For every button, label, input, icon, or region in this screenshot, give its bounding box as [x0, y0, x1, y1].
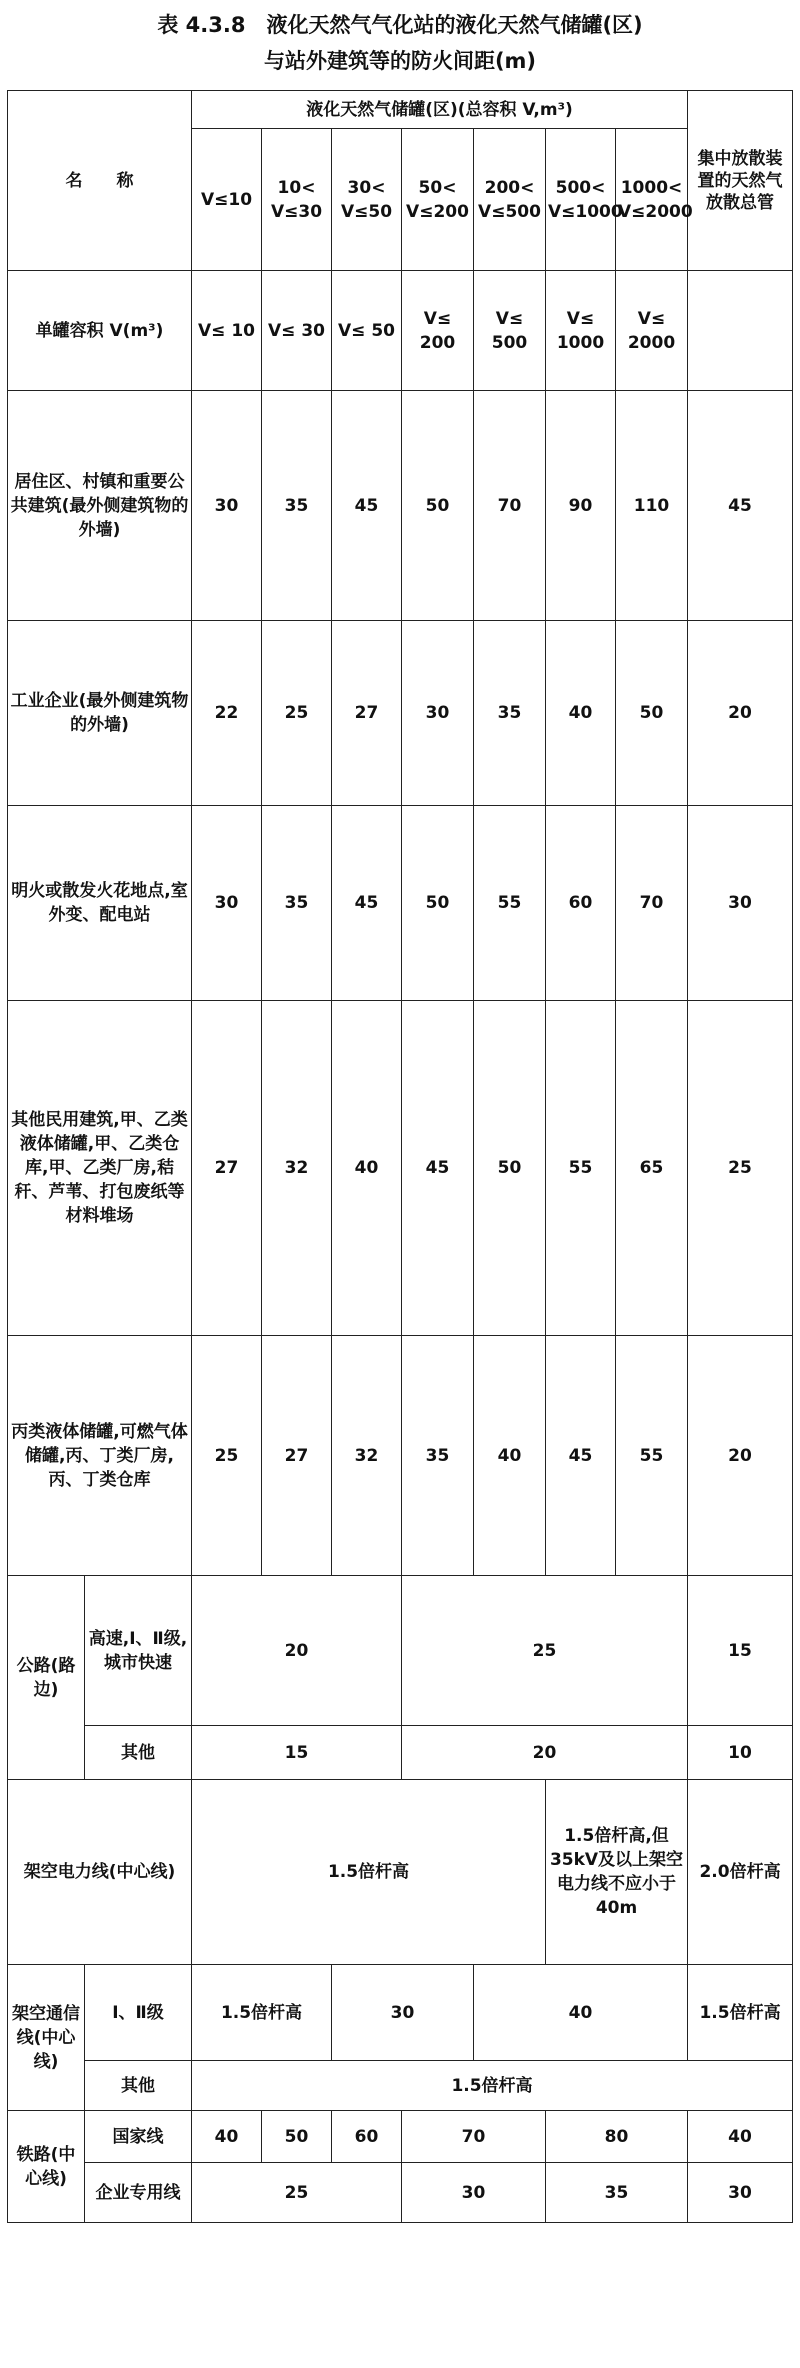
table-cell: 30	[402, 621, 474, 806]
table-title-line1: 表 4.3.8 液化天然气气化站的液化天然气储罐(区)	[157, 13, 643, 37]
single-tank-value: V≤ 2000	[616, 271, 688, 391]
single-tank-value: V≤ 30	[262, 271, 332, 391]
table-cell: 30	[688, 2163, 793, 2223]
highway-sub1: 高速,Ⅰ、Ⅱ级,城市快速	[85, 1576, 192, 1726]
railway-sub1: 国家线	[85, 2111, 192, 2163]
railway-label: 铁路(中心线)	[8, 2111, 85, 2223]
header-tank-group: 液化天然气储罐(区)(总容积 V,m³)	[192, 91, 688, 129]
single-tank-value: V≤ 10	[192, 271, 262, 391]
single-tank-value-empty	[688, 271, 793, 391]
table-cell: 22	[192, 621, 262, 806]
telecom-sub1: Ⅰ、Ⅱ级	[85, 1965, 192, 2061]
table-cell: 25	[192, 1336, 262, 1576]
table-cell: 25	[402, 1576, 688, 1726]
table-cell: 1.5倍杆高	[192, 1780, 546, 1965]
table-cell: 55	[474, 806, 546, 1001]
table-cell: 90	[546, 391, 616, 621]
header-range: 1000< V≤2000	[616, 129, 688, 271]
table-cell: 40	[688, 2111, 793, 2163]
table-cell: 45	[402, 1001, 474, 1336]
header-range: 50< V≤200	[402, 129, 474, 271]
row-label: 居住区、村镇和重要公共建筑(最外侧建筑物的外墙)	[8, 391, 192, 621]
table-cell: 35	[402, 1336, 474, 1576]
table-cell: 2.0倍杆高	[688, 1780, 793, 1965]
table-cell: 10	[688, 1726, 793, 1780]
telecom-sub2: 其他	[85, 2061, 192, 2111]
single-tank-value: V≤ 50	[332, 271, 402, 391]
table-cell: 30	[192, 391, 262, 621]
highway-sub2: 其他	[85, 1726, 192, 1780]
header-vent: 集中放散装置的天然气放散总管	[688, 91, 793, 271]
table-cell: 27	[262, 1336, 332, 1576]
table-cell: 60	[546, 806, 616, 1001]
table-cell: 35	[262, 391, 332, 621]
header-name: 名 称	[8, 91, 192, 271]
table-cell: 25	[192, 2163, 402, 2223]
table-cell: 32	[332, 1336, 402, 1576]
single-tank-label: 单罐容积 V(m³)	[8, 271, 192, 391]
header-range: 30< V≤50	[332, 129, 402, 271]
header-range: 500< V≤1000	[546, 129, 616, 271]
highway-label: 公路(路边)	[8, 1576, 85, 1780]
table-cell: 45	[546, 1336, 616, 1576]
railway-sub2: 企业专用线	[85, 2163, 192, 2223]
table-cell: 55	[616, 1336, 688, 1576]
table-cell: 27	[192, 1001, 262, 1336]
table-cell: 35	[546, 2163, 688, 2223]
header-range: 200< V≤500	[474, 129, 546, 271]
table-cell: 30	[688, 806, 793, 1001]
table-cell: 32	[262, 1001, 332, 1336]
table-cell: 50	[402, 806, 474, 1001]
single-tank-value: V≤ 200	[402, 271, 474, 391]
row-label: 明火或散发火花地点,室外变、配电站	[8, 806, 192, 1001]
table-cell: 50	[262, 2111, 332, 2163]
table-cell: 30	[402, 2163, 546, 2223]
fire-distance-table	[7, 90, 793, 2223]
table-cell: 35	[262, 806, 332, 1001]
table-cell: 1.5倍杆高,但35kV及以上架空电力线不应小于40m	[546, 1780, 688, 1965]
header-range: V≤10	[192, 129, 262, 271]
table-cell: 30	[332, 1965, 474, 2061]
table-cell: 20	[688, 1336, 793, 1576]
table-cell: 40	[192, 2111, 262, 2163]
table-title-line2: 与站外建筑等的防火间距(m)	[263, 49, 537, 73]
table-cell: 35	[474, 621, 546, 806]
row-label: 其他民用建筑,甲、乙类液体储罐,甲、乙类仓库,甲、乙类厂房,秸秆、芦苇、打包废纸等材料堆场	[8, 1001, 192, 1336]
table-cell: 65	[616, 1001, 688, 1336]
table-cell: 20	[402, 1726, 688, 1780]
header-range: 10< V≤30	[262, 129, 332, 271]
table-cell: 70	[402, 2111, 546, 2163]
table-cell: 1.5倍杆高	[192, 2061, 793, 2111]
table-cell: 50	[474, 1001, 546, 1336]
table-cell: 30	[192, 806, 262, 1001]
table-cell: 40	[474, 1336, 546, 1576]
table-cell: 20	[688, 621, 793, 806]
table-cell: 40	[546, 621, 616, 806]
single-tank-value: V≤ 1000	[546, 271, 616, 391]
single-tank-value: V≤ 500	[474, 271, 546, 391]
telecom-label: 架空通信线(中心线)	[8, 1965, 85, 2111]
table-cell: 25	[688, 1001, 793, 1336]
table-cell: 50	[616, 621, 688, 806]
row-label: 丙类液体储罐,可燃气体储罐,丙、丁类厂房,丙、丁类仓库	[8, 1336, 192, 1576]
table-cell: 27	[332, 621, 402, 806]
table-cell: 25	[262, 621, 332, 806]
table-cell: 110	[616, 391, 688, 621]
table-cell: 40	[332, 1001, 402, 1336]
table-cell: 55	[546, 1001, 616, 1336]
table-cell: 80	[546, 2111, 688, 2163]
table-cell: 20	[192, 1576, 402, 1726]
table-cell: 1.5倍杆高	[192, 1965, 332, 2061]
table-cell: 70	[474, 391, 546, 621]
table-cell: 45	[688, 391, 793, 621]
table-cell: 45	[332, 391, 402, 621]
row-label: 工业企业(最外侧建筑物的外墙)	[8, 621, 192, 806]
table-cell: 1.5倍杆高	[688, 1965, 793, 2061]
table-cell: 40	[474, 1965, 688, 2061]
table-cell: 15	[688, 1576, 793, 1726]
table-cell: 45	[332, 806, 402, 1001]
power-label: 架空电力线(中心线)	[8, 1780, 192, 1965]
table-cell: 15	[192, 1726, 402, 1780]
table-cell: 50	[402, 391, 474, 621]
table-cell: 70	[616, 806, 688, 1001]
table-cell: 60	[332, 2111, 402, 2163]
